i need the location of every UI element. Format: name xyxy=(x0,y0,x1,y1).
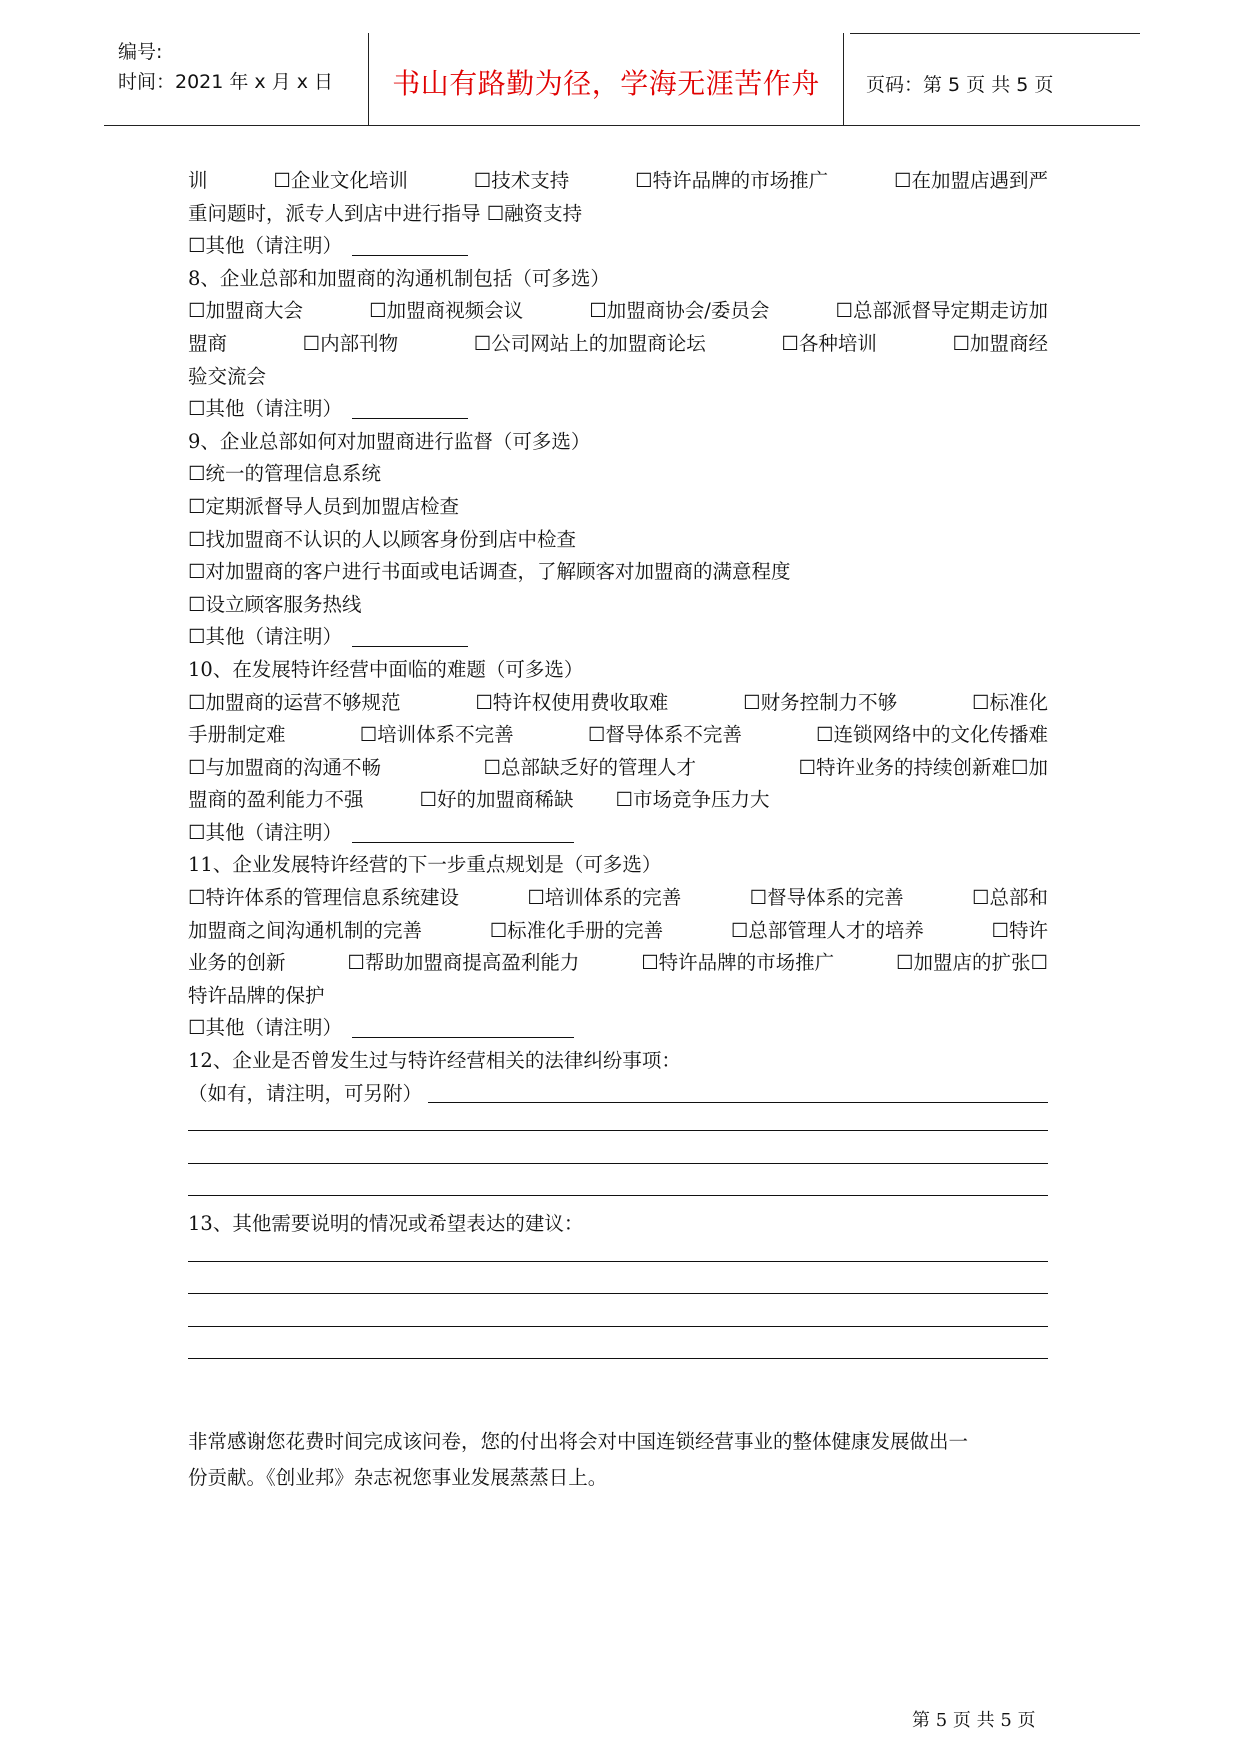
question-12-answer-line xyxy=(188,1078,1048,1111)
other-answer-blank[interactable] xyxy=(352,624,468,647)
option-training-improvement[interactable]: ☐培训体系的完善 xyxy=(527,886,682,910)
question-9: 9、企业总部如何对加盟商进行监督（可多选） xyxy=(188,429,591,453)
option-other[interactable]: ☐其他（请注明） xyxy=(188,234,342,258)
option-service-hotline[interactable]: ☐设立顾客服务热线 xyxy=(188,592,362,616)
option-experience-exchange[interactable]: ☐加盟商经 xyxy=(952,331,1048,355)
option-onsite-guidance[interactable]: ☐在加盟店遇到严 xyxy=(893,169,1048,192)
answer-rule xyxy=(188,1293,1048,1294)
option-brand-promotion[interactable]: ☐特许品牌的市场推广 xyxy=(641,951,835,975)
option-other[interactable]: ☐其他（请注明） xyxy=(188,625,342,649)
option-video-meeting[interactable]: ☐加盟商视频会议 xyxy=(369,299,524,323)
option-help-profitability[interactable]: ☐帮助加盟商提高盈利能力 xyxy=(347,951,580,975)
option-standard-manual[interactable]: ☐标准化 xyxy=(971,690,1048,714)
option-royalty-collection[interactable]: ☐特许权使用费收取难 xyxy=(475,690,669,714)
questionnaire-body xyxy=(188,165,1048,1371)
option-financial-control[interactable]: ☐财务控制力不够 xyxy=(743,690,898,714)
text-line xyxy=(188,915,1048,948)
time-label: 时间：2021 年 x 月 x 日 xyxy=(118,71,334,93)
text-line xyxy=(188,752,1048,785)
option-enterprise-culture-training[interactable]: ☐企业文化培训 xyxy=(273,169,408,192)
line-segment: 训 xyxy=(188,169,208,192)
closing-line-1: 非常感谢您花费时间完成该问卷，您的付出将会对中国连锁经营事业的整体健康发展做出一 xyxy=(188,1430,969,1453)
closing-paragraph xyxy=(188,1424,1048,1496)
option-tech-support[interactable]: ☐技术支持 xyxy=(473,169,570,192)
line-segment: 盟商 xyxy=(188,331,228,355)
answer-line[interactable] xyxy=(188,1143,1048,1176)
header-page-cell xyxy=(844,33,1140,125)
answer-rule xyxy=(188,1163,1048,1164)
question-13: 13、其他需要说明的情况或希望表达的建议： xyxy=(188,1212,584,1235)
option-website-forum[interactable]: ☐公司网站上的加盟商论坛 xyxy=(473,331,706,355)
option-customer-survey[interactable]: ☐对加盟商的客户进行书面或电话调查，了解顾客对加盟商的满意程度 xyxy=(188,560,791,584)
option-market-competition[interactable]: ☐市场竞争压力大 xyxy=(615,788,770,812)
page-header xyxy=(104,33,1140,126)
answer-line[interactable] xyxy=(188,1175,1048,1208)
header-top-rule xyxy=(850,33,1140,34)
option-supervision-system[interactable]: ☐督导体系不完善 xyxy=(587,723,742,747)
answer-line[interactable] xyxy=(188,1110,1048,1143)
question-8: 8、企业总部和加盟商的沟通机制包括（可多选） xyxy=(188,266,610,290)
other-line xyxy=(188,817,1048,850)
other-answer-blank[interactable] xyxy=(352,820,574,843)
text-line xyxy=(188,719,1048,752)
option-communication-mechanism[interactable]: ☐总部和 xyxy=(971,886,1048,910)
option-talent-cultivation[interactable]: ☐总部管理人才的培养 xyxy=(730,918,924,942)
option-supervisor-visits[interactable]: ☐总部派督导定期走访加 xyxy=(835,299,1048,323)
text-line: 重问题时，派专人到店中进行指导 ☐融资支持 xyxy=(188,201,583,225)
line-segment: 盟商的盈利能力不强 xyxy=(188,788,364,812)
header-left xyxy=(118,37,368,97)
line-segment: 手册制定难 xyxy=(188,723,286,747)
option-mis-construction[interactable]: ☐特许体系的管理信息系统建设 xyxy=(188,886,459,910)
option-business-innovation[interactable]: ☐特许 xyxy=(991,918,1048,942)
option-trainings[interactable]: ☐各种培训 xyxy=(781,331,877,355)
text-line xyxy=(188,947,1048,980)
header-motto-cell xyxy=(368,33,844,125)
answer-rule xyxy=(188,1326,1048,1327)
question-12-hint: （如有，请注明，可另附） xyxy=(188,1081,423,1105)
other-line xyxy=(188,393,1048,426)
option-brand-marketing[interactable]: ☐特许品牌的市场推广 xyxy=(635,169,829,192)
option-regular-inspection[interactable]: ☐定期派督导人员到加盟店检查 xyxy=(188,494,459,518)
option-lack-management-talent[interactable]: ☐总部缺乏好的管理人才 xyxy=(483,755,696,779)
answer-line[interactable] xyxy=(188,1273,1048,1306)
text-line xyxy=(188,165,1048,198)
line-segment: 业务的创新 xyxy=(188,951,286,975)
closing-line-2: 份贡献。《创业邦》杂志祝您事业发展蒸蒸日上。 xyxy=(188,1466,608,1489)
answer-rule xyxy=(188,1195,1048,1196)
option-good-franchisees-scarce[interactable]: ☐好的加盟商稀缺 xyxy=(419,788,574,812)
other-answer-blank[interactable] xyxy=(352,1015,574,1038)
question-11: 11、企业发展特许经营的下一步重点规划是（可多选） xyxy=(188,853,662,877)
option-internal-publication[interactable]: ☐内部刊物 xyxy=(302,331,399,355)
question-12: 12、企业是否曾发生过与特许经营相关的法律纠纷事项： xyxy=(188,1049,681,1073)
other-line xyxy=(188,1012,1048,1045)
option-franchisee-conference[interactable]: ☐加盟商大会 xyxy=(188,299,303,323)
answer-line[interactable] xyxy=(188,1241,1048,1274)
option-irregular-operation[interactable]: ☐加盟商的运营不够规范 xyxy=(188,690,401,714)
answer-line[interactable] xyxy=(188,1306,1048,1339)
answer-blank[interactable] xyxy=(428,1078,1048,1103)
other-line xyxy=(188,230,1048,263)
text-line xyxy=(188,687,1048,720)
option-other[interactable]: ☐其他（请注明） xyxy=(188,397,342,421)
option-supervision-improvement[interactable]: ☐督导体系的完善 xyxy=(749,886,904,910)
option-training-system[interactable]: ☐培训体系不完善 xyxy=(359,723,514,747)
text-line: 验交流会 xyxy=(188,364,267,388)
option-poor-communication[interactable]: ☐与加盟商的沟通不畅 xyxy=(188,755,381,779)
option-other[interactable]: ☐其他（请注明） xyxy=(188,1016,342,1040)
text-line: 特许品牌的保护 xyxy=(188,983,325,1007)
text-line xyxy=(188,328,1048,361)
other-line xyxy=(188,621,1048,654)
other-answer-blank[interactable] xyxy=(352,396,468,419)
text-line xyxy=(188,295,1048,328)
question-10: 10、在发展特许经营中面临的难题（可多选） xyxy=(188,657,584,681)
answer-rule xyxy=(188,1130,1048,1131)
option-continuous-innovation[interactable]: ☐特许业务的持续创新难☐加 xyxy=(798,755,1048,779)
page-footer: 第 5 页 共 5 页 xyxy=(912,1710,1036,1731)
option-other[interactable]: ☐其他（请注明） xyxy=(188,820,342,844)
header-page-code: 页码：第 5 页 共 5 页 xyxy=(866,73,1054,96)
other-answer-blank[interactable] xyxy=(352,233,468,256)
option-store-expansion[interactable]: ☐加盟店的扩张☐ xyxy=(896,951,1048,975)
option-manual-improvement[interactable]: ☐标准化手册的完善 xyxy=(489,918,664,942)
option-franchisee-association[interactable]: ☐加盟商协会/委员会 xyxy=(589,299,770,323)
header-motto: 书山有路勤为径，学海无涯苦作舟 xyxy=(392,67,820,100)
answer-rule xyxy=(188,1358,1048,1359)
text-line xyxy=(188,784,1048,817)
serial-label: 编号: xyxy=(118,41,163,63)
option-culture-spread[interactable]: ☐连锁网络中的文化传播难 xyxy=(816,723,1048,747)
line-segment: 加盟商之间沟通机制的完善 xyxy=(188,918,423,942)
option-unified-mis[interactable]: ☐统一的管理信息系统 xyxy=(188,462,381,486)
option-mystery-shopper[interactable]: ☐找加盟商不认识的人以顾客身份到店中检查 xyxy=(188,527,576,551)
text-line xyxy=(188,882,1048,915)
answer-line[interactable] xyxy=(188,1338,1048,1371)
answer-rule xyxy=(188,1261,1048,1262)
